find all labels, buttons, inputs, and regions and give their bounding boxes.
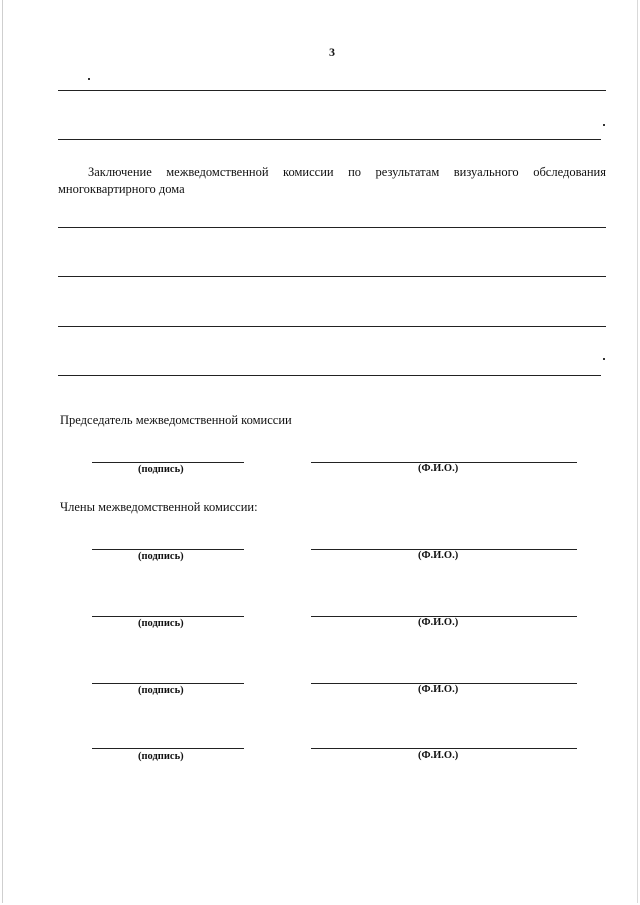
- member-3-name-caption: (Ф.И.О.): [418, 684, 459, 695]
- chairman-heading: Председатель межведомственной комиссии: [60, 413, 292, 427]
- page-number: 3: [329, 45, 335, 59]
- scan-speck: [88, 78, 90, 80]
- member-2-name-caption: (Ф.И.О.): [418, 617, 459, 628]
- member-2-signature-line: [92, 616, 244, 617]
- page-border: [2, 0, 638, 903]
- fill-line-4: [58, 276, 606, 277]
- conclusion-paragraph: Заключение межведомственной комиссии по результатам визуального обследования многоквартирного дома: [58, 165, 606, 196]
- line-end-dot: [603, 358, 605, 360]
- member-2-signature-caption: (подпись): [138, 618, 184, 629]
- member-3-signature-line: [92, 683, 244, 684]
- fill-line-6: [58, 375, 601, 376]
- member-1-signature-line: [92, 549, 244, 550]
- fill-line-3: [58, 227, 606, 228]
- chairman-signature-line: [92, 462, 244, 463]
- fill-line-1: [58, 90, 606, 91]
- members-heading: Члены межведомственной комиссии:: [60, 500, 258, 514]
- member-3-signature-caption: (подпись): [138, 685, 184, 696]
- chairman-name-caption: (Ф.И.О.): [418, 463, 459, 474]
- line-end-dot: [603, 124, 605, 126]
- chairman-signature-caption: (подпись): [138, 464, 184, 475]
- fill-line-2: [58, 139, 601, 140]
- member-4-name-caption: (Ф.И.О.): [418, 750, 459, 761]
- fill-line-5: [58, 326, 606, 327]
- member-4-name-line: [311, 748, 577, 749]
- member-1-name-caption: (Ф.И.О.): [418, 550, 459, 561]
- member-1-signature-caption: (подпись): [138, 551, 184, 562]
- member-4-signature-line: [92, 748, 244, 749]
- member-4-signature-caption: (подпись): [138, 751, 184, 762]
